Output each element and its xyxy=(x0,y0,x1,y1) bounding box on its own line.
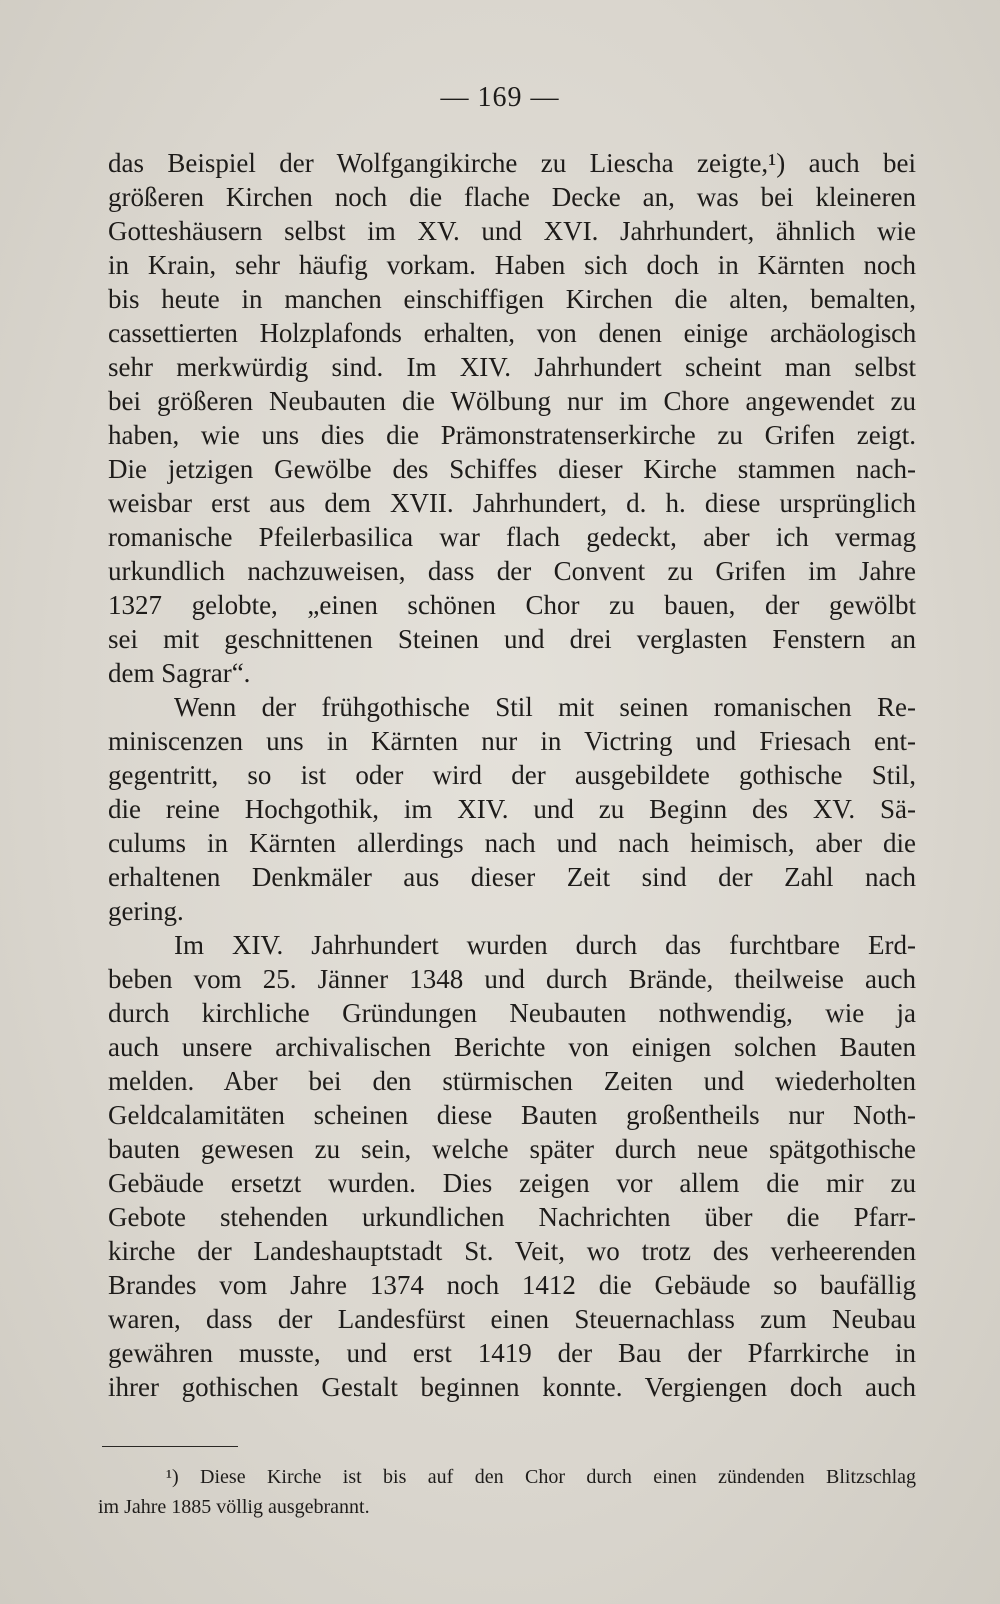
footnote-divider xyxy=(102,1446,238,1447)
text-line: größeren Kirchen noch die flache Decke an, was bei kleineren xyxy=(108,182,916,212)
text-line: miniscenzen uns in Kärnten nur in Victring und Friesach ent- xyxy=(108,726,916,756)
text-line: gewähren musste, und erst 1419 der Bau der Pfarrkirche in xyxy=(108,1338,916,1368)
text-line: culums in Kärnten allerdings nach und nach heimisch, aber die xyxy=(108,828,916,858)
text-line: in Krain, sehr häufig vorkam. Haben sich doch in Kärnten noch xyxy=(108,250,916,280)
text-line: dem Sagrar“. xyxy=(108,658,251,688)
text-line: sei mit geschnittenen Steinen und drei verglasten Fenstern an xyxy=(108,624,916,654)
text-line: romanische Pfeilerbasilica war flach gedeckt, aber ich vermag xyxy=(108,522,916,552)
text-line: 1327 gelobte, „einen schönen Chor zu bauen, der gewölbt xyxy=(108,590,916,620)
text-line: das Beispiel der Wolfgangikirche zu Liescha zeigte,¹) auch bei xyxy=(108,148,916,178)
text-line: sehr merkwürdig sind. Im XIV. Jahrhundert scheint man selbst xyxy=(108,352,916,382)
paragraph-start-line: Wenn der frühgothische Stil mit seinen romanischen Re- xyxy=(174,692,916,722)
text-line: auch unsere archivalischen Berichte von einigen solchen Bauten xyxy=(108,1032,916,1062)
text-line: Brandes vom Jahre 1374 noch 1412 die Gebäude so baufällig xyxy=(108,1270,916,1300)
text-line: Gotteshäusern selbst im XV. und XVI. Jahrhundert, ähnlich wie xyxy=(108,216,916,246)
text-line: waren, dass der Landesfürst einen Steuernachlass zum Neubau xyxy=(108,1304,916,1334)
footnote-line: im Jahre 1885 völlig ausgebrannt. xyxy=(98,1496,370,1518)
text-line: durch kirchliche Gründungen Neubauten nothwendig, wie ja xyxy=(108,998,916,1028)
text-line: haben, wie uns dies die Prämonstratenserkirche zu Grifen zeigt. xyxy=(108,420,916,450)
footnote xyxy=(98,1462,916,1522)
text-line: die reine Hochgothik, im XIV. und zu Beginn des XV. Sä- xyxy=(108,794,916,824)
text-line: Gebote stehenden urkundlichen Nachrichten über die Pfarr- xyxy=(108,1202,916,1232)
text-line: Geldcalamitäten scheinen diese Bauten großentheils nur Noth- xyxy=(108,1100,916,1130)
text-line: weisbar erst aus dem XVII. Jahrhundert, d. h. diese ursprünglich xyxy=(108,488,916,518)
text-line: erhaltenen Denkmäler aus dieser Zeit sind der Zahl nach xyxy=(108,862,916,892)
text-line: gering. xyxy=(108,896,184,926)
paragraph-start-line: Im XIV. Jahrhundert wurden durch das furchtbare Erd- xyxy=(174,930,916,960)
text-line: bis heute in manchen einschiffigen Kirchen die alten, bemalten, xyxy=(108,284,916,314)
text-line: Die jetzigen Gewölbe des Schiffes dieser Kirche stammen nach- xyxy=(108,454,916,484)
text-line: gegentritt, so ist oder wird der ausgebildete gothische Stil, xyxy=(108,760,916,790)
text-line: beben vom 25. Jänner 1348 und durch Brände, theilweise auch xyxy=(108,964,916,994)
text-line: ihrer gothischen Gestalt beginnen konnte. Vergiengen doch auch xyxy=(108,1372,916,1402)
page-number: — 169 — xyxy=(440,82,560,113)
text-line: cassettierten Holzplafonds erhalten, von denen einige archäologisch xyxy=(108,318,916,348)
text-line: bauten gewesen zu sein, welche später durch neue spätgothische xyxy=(108,1134,916,1164)
text-line: kirche der Landeshauptstadt St. Veit, wo trotz des verheerenden xyxy=(108,1236,916,1266)
text-line: urkundlich nachzuweisen, dass der Convent zu Grifen im Jahre xyxy=(108,556,916,586)
body-text xyxy=(108,146,916,1404)
text-line: melden. Aber bei den stürmischen Zeiten und wiederholten xyxy=(108,1066,916,1096)
text-line: bei größeren Neubauten die Wölbung nur im Chore angewendet zu xyxy=(108,386,916,416)
footnote-line: ¹) Diese Kirche ist bis auf den Chor durch einen zündenden Blitzschlag xyxy=(166,1466,916,1488)
text-line: Gebäude ersetzt wurden. Dies zeigen vor allem die mir zu xyxy=(108,1168,916,1198)
